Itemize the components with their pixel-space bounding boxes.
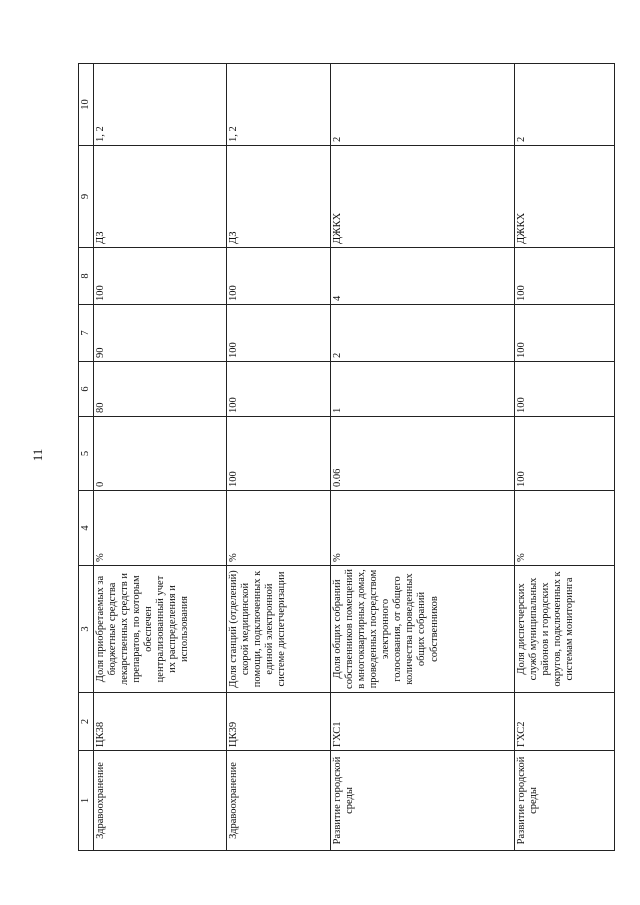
- value-cell: 100: [227, 305, 331, 362]
- note-cell: 1, 2: [94, 64, 227, 146]
- table-row: [515, 64, 615, 851]
- value-cell: 100: [94, 248, 227, 305]
- unit-cell: %: [94, 491, 227, 566]
- indicator-cell: Доля диспетчерских служб муниципальных районов и городских округов, подключенных к системам мониторинга: [515, 566, 615, 693]
- value-cell: 100: [227, 417, 331, 491]
- indicator-cell: Доля общих собраний собственников помещений в многоквартирных домах, проведенных посредством электронного голосования, от общего количества проведенных общих собраний собственников: [331, 566, 515, 693]
- responsible-cell: ДЖКХ: [331, 146, 515, 248]
- responsible-cell: ДЗ: [227, 146, 331, 248]
- sphere-cell: Развитие городской среды: [515, 751, 615, 851]
- unit-cell: %: [515, 491, 615, 566]
- code-cell: ЦК38: [94, 693, 227, 751]
- note-cell: 2: [331, 64, 515, 146]
- value-cell: 4: [331, 248, 515, 305]
- header-cell: 8: [79, 248, 94, 305]
- table-rotator: [78, 64, 613, 851]
- value-cell: 100: [515, 417, 615, 491]
- code-cell: ГХС2: [515, 693, 615, 751]
- indicators-table: [78, 63, 615, 851]
- header-cell: 7: [79, 305, 94, 362]
- value-cell: 100: [515, 248, 615, 305]
- header-row: [79, 64, 94, 851]
- header-cell: 9: [79, 146, 94, 248]
- code-cell: ГХС1: [331, 693, 515, 751]
- sphere-cell: Здравоохранение: [94, 751, 227, 851]
- indicator-cell: Доля станций (отделений) скорой медицинской помощи, подключенных к единой электронной системе диспетчеризации: [227, 566, 331, 693]
- sphere-cell: Развитие городской среды: [331, 751, 515, 851]
- value-cell: 100: [227, 248, 331, 305]
- value-cell: 1: [331, 362, 515, 417]
- header-cell: 4: [79, 491, 94, 566]
- sphere-cell: Здравоохранение: [227, 751, 331, 851]
- value-cell: 100: [515, 362, 615, 417]
- header-cell: 6: [79, 362, 94, 417]
- header-cell: 2: [79, 693, 94, 751]
- unit-cell: %: [331, 491, 515, 566]
- value-cell: 100: [227, 362, 331, 417]
- unit-cell: %: [227, 491, 331, 566]
- table-row: [331, 64, 515, 851]
- responsible-cell: ДЗ: [94, 146, 227, 248]
- page-number: 11: [30, 448, 45, 462]
- header-cell: 3: [79, 566, 94, 693]
- table-row: [94, 64, 227, 851]
- value-cell: 2: [331, 305, 515, 362]
- value-cell: 80: [94, 362, 227, 417]
- responsible-cell: ДЖКХ: [515, 146, 615, 248]
- header-cell: 10: [79, 64, 94, 146]
- header-cell: 5: [79, 417, 94, 491]
- indicator-cell: Доля приобретаемых за бюджетные средства лекарственных средств и препаратов, по которым обеспечен централизованный учет их распределения и использования: [94, 566, 227, 693]
- note-cell: 1, 2: [227, 64, 331, 146]
- value-cell: 0.06: [331, 417, 515, 491]
- code-cell: ЦК39: [227, 693, 331, 751]
- value-cell: 90: [94, 305, 227, 362]
- table-row: [227, 64, 331, 851]
- note-cell: 2: [515, 64, 615, 146]
- header-cell: 1: [79, 751, 94, 851]
- value-cell: 100: [515, 305, 615, 362]
- value-cell: 0: [94, 417, 227, 491]
